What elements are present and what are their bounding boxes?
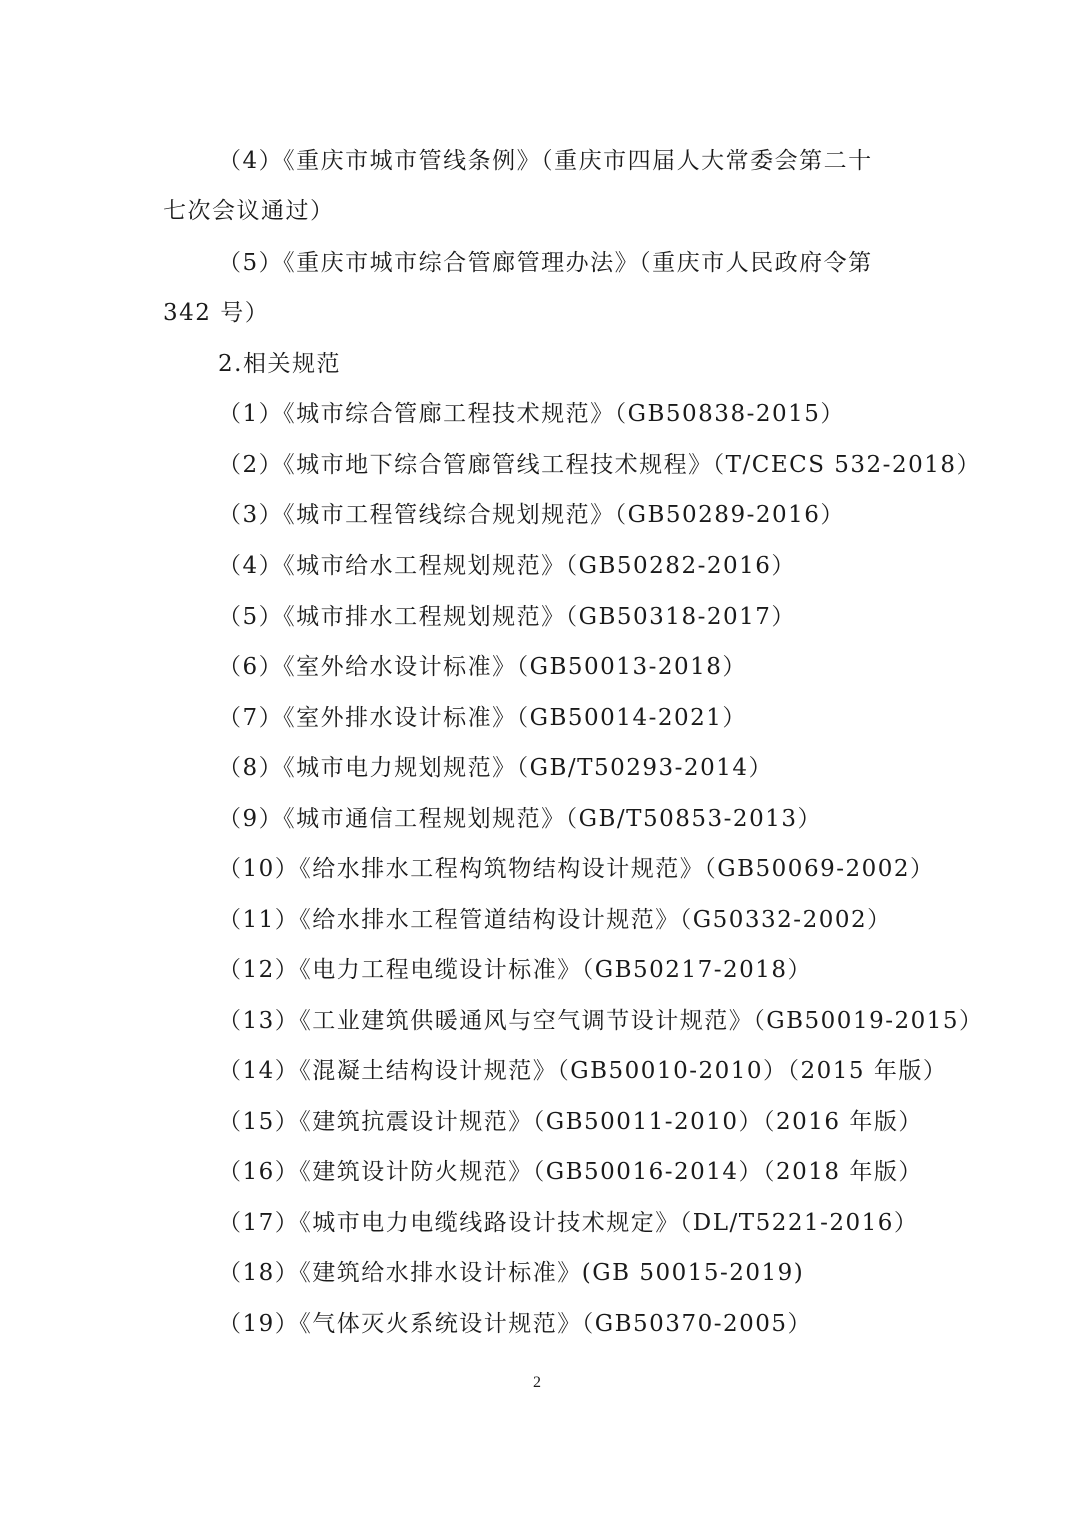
list-item: （15）《建筑抗震设计规范》（GB50011-2010）（2016 年版） bbox=[218, 1109, 923, 1135]
list-item: （6）《室外给水设计标准》（GB50013-2018） bbox=[218, 654, 747, 680]
list-item: （8）《城市电力规划规范》（GB/T50293-2014） bbox=[218, 755, 773, 781]
list-item: （12）《电力工程电缆设计标准》（GB50217-2018） bbox=[218, 957, 813, 983]
text-line: （5）《重庆市城市综合管廊管理办法》（重庆市人民政府令第 bbox=[218, 250, 873, 276]
list-item: （5）《城市排水工程规划规范》（GB50318-2017） bbox=[218, 604, 796, 630]
list-item: （9）《城市通信工程规划规范》（GB/T50853-2013） bbox=[218, 806, 822, 832]
list-item: （3）《城市工程管线综合规划规范》（GB50289-2016） bbox=[218, 502, 845, 528]
list-item: （2）《城市地下综合管廊管线工程技术规程》（T/CECS 532-2018） bbox=[218, 452, 981, 478]
list-item: （10）《给水排水工程构筑物结构设计规范》（GB50069-2002） bbox=[218, 856, 935, 882]
list-item: （19）《气体灭火系统设计规范》（GB50370-2005） bbox=[218, 1311, 813, 1337]
list-item: （16）《建筑设计防火规范》（GB50016-2014）（2018 年版） bbox=[218, 1159, 923, 1185]
text-line: （4）《重庆市城市管线条例》（重庆市四届人大常委会第二十 bbox=[218, 148, 873, 174]
page-number: 2 bbox=[533, 1374, 541, 1391]
list-item: （18）《建筑给水排水设计标准》(GB 50015-2019) bbox=[218, 1260, 805, 1286]
list-item: （4）《城市给水工程规划规范》（GB50282-2016） bbox=[218, 553, 796, 579]
list-item: （14）《混凝土结构设计规范》（GB50010-2010）（2015 年版） bbox=[218, 1058, 948, 1084]
text-line: 七次会议通过） bbox=[163, 198, 335, 224]
section-heading: 2.相关规范 bbox=[218, 351, 341, 377]
list-item: （11）《给水排水工程管道结构设计规范》（G50332-2002） bbox=[218, 907, 892, 933]
list-item: （17）《城市电力电缆线路设计技术规定》（DL/T5221-2016） bbox=[218, 1210, 919, 1236]
list-item: （1）《城市综合管廊工程技术规范》（GB50838-2015） bbox=[218, 401, 845, 427]
list-item: （7）《室外排水设计标准》（GB50014-2021） bbox=[218, 705, 747, 731]
list-item: （13）《工业建筑供暖通风与空气调节设计规范》（GB50019-2015） bbox=[218, 1008, 984, 1034]
text-line: 342 号） bbox=[163, 300, 270, 326]
